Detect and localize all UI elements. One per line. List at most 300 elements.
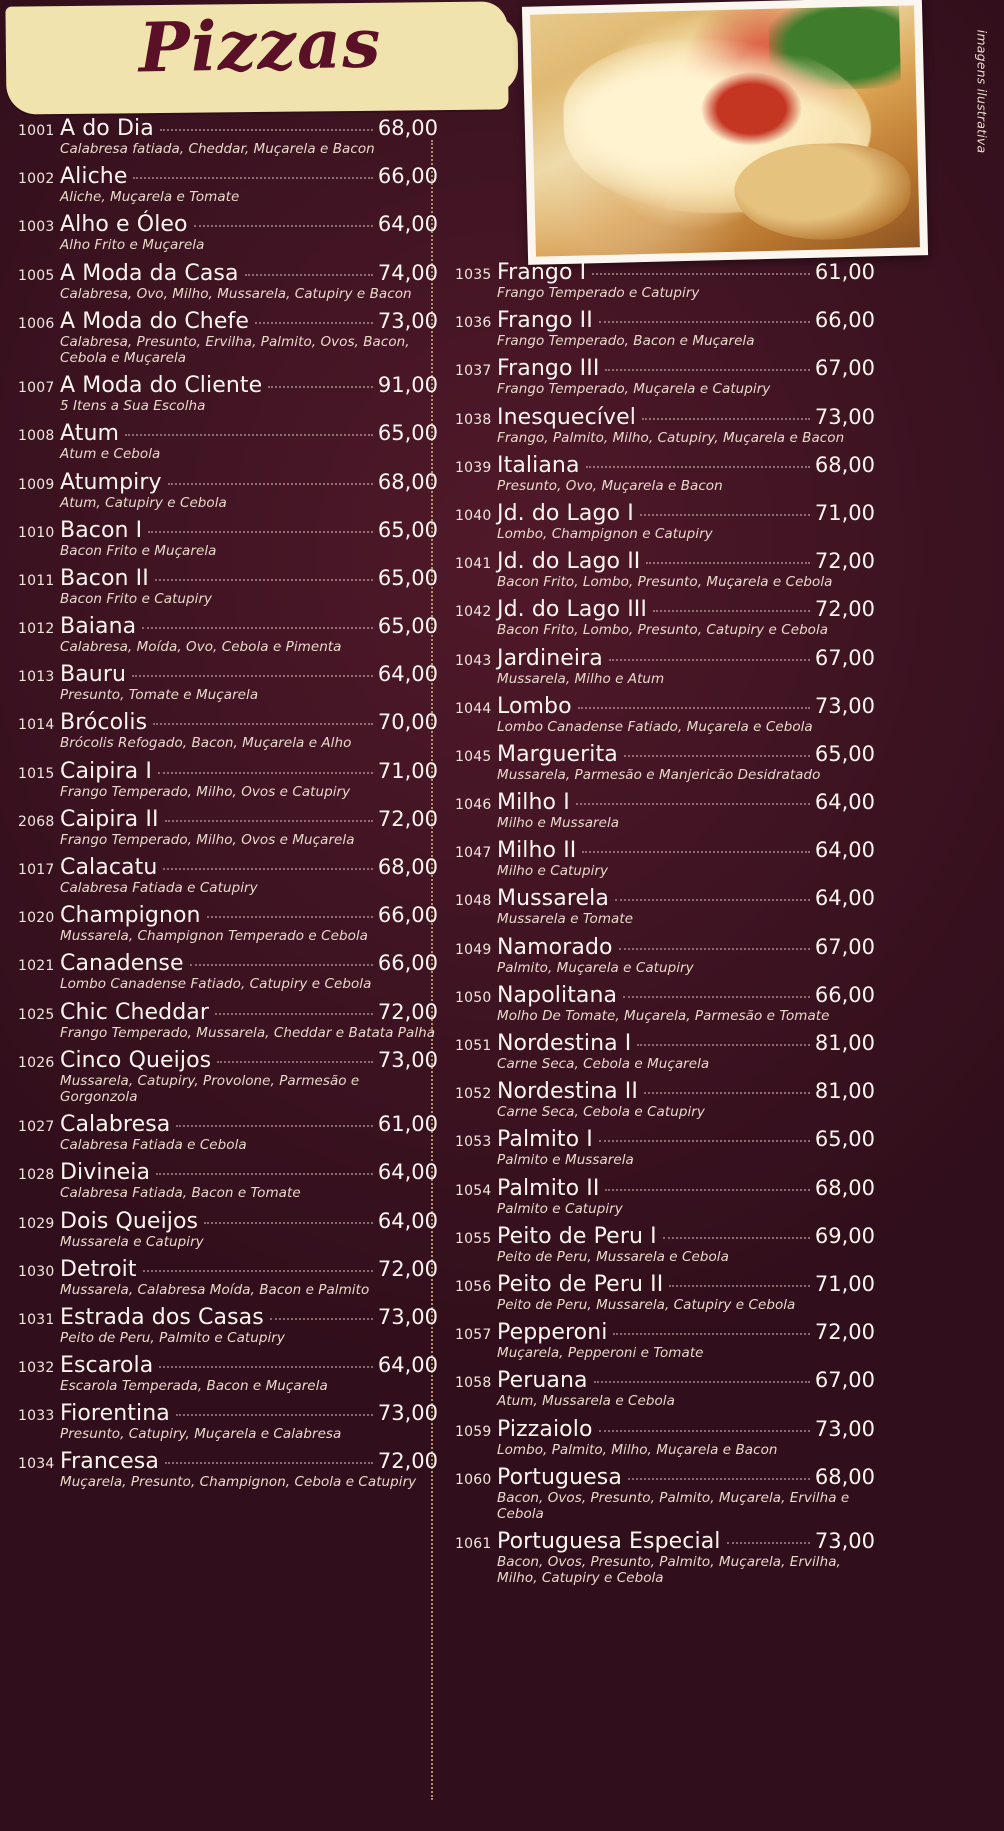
menu-item-description: Mussarela e Tomate bbox=[497, 911, 634, 928]
menu-item-code: 1015 bbox=[18, 765, 55, 782]
menu-item-description: Frango Temperado, Milho, Ovos e Catupiry bbox=[60, 783, 351, 800]
menu-item-description: Atum, Mussarela e Cebola bbox=[497, 1393, 675, 1410]
menu-item-line bbox=[18, 1449, 438, 1474]
menu-item-name: Bacon I bbox=[60, 517, 143, 543]
menu-item-price: 64,00 bbox=[377, 662, 438, 687]
menu-item-line bbox=[455, 453, 875, 478]
menu-item-name: Napolitana bbox=[497, 982, 618, 1008]
menu-item-name: Inesquecível bbox=[497, 404, 636, 430]
photo-frame bbox=[522, 0, 928, 265]
menu-item-name: Escarola bbox=[60, 1353, 154, 1379]
menu-item-code: 1058 bbox=[455, 1375, 492, 1392]
menu-item-code: 1049 bbox=[455, 941, 492, 958]
menu-item-line bbox=[455, 838, 875, 863]
menu-item-code: 1034 bbox=[18, 1456, 55, 1473]
menu-item-code: 1003 bbox=[18, 219, 55, 236]
menu-item bbox=[455, 1031, 875, 1072]
menu-item-price: 73,00 bbox=[814, 1416, 875, 1441]
menu-item-line bbox=[455, 935, 875, 960]
menu-item-name: Marguerita bbox=[497, 741, 618, 767]
menu-item-code: 1017 bbox=[18, 862, 55, 878]
leader-dots bbox=[204, 1222, 373, 1224]
menu-item-description: Lombo, Palmito, Milho, Muçarela e Bacon bbox=[497, 1441, 778, 1458]
menu-item-code: 1045 bbox=[455, 748, 492, 765]
leader-dots bbox=[165, 1462, 373, 1464]
menu-item-price: 72,00 bbox=[377, 1449, 438, 1474]
menu-item-line bbox=[18, 1000, 438, 1025]
photo-crust bbox=[733, 141, 912, 242]
menu-item-name: Caipira I bbox=[60, 758, 152, 784]
menu-item-description: Bacon, Ovos, Presunto, Palmito, Muçarela, Ervilha e Cebola bbox=[497, 1489, 850, 1522]
menu-item-price: 71,00 bbox=[377, 758, 438, 783]
menu-item-description: Atum e Cebola bbox=[60, 446, 161, 463]
menu-item-line bbox=[18, 807, 438, 832]
menu-item-price: 72,00 bbox=[377, 1256, 438, 1281]
menu-item-name: Milho II bbox=[497, 838, 577, 864]
menu-item-line bbox=[18, 903, 438, 928]
menu-item-name: A do Dia bbox=[60, 116, 154, 141]
menu-item-price: 72,00 bbox=[377, 999, 438, 1024]
menu-item-line bbox=[18, 1160, 438, 1185]
menu-item-price: 64,00 bbox=[814, 886, 875, 911]
menu-item bbox=[18, 903, 438, 944]
menu-item-code: 1011 bbox=[18, 572, 55, 589]
menu-item-description: Bacon, Ovos, Presunto, Palmito, Muçarela, Ervilha, Milho, Catupiry e Cebola bbox=[497, 1554, 841, 1587]
menu-column-right bbox=[455, 260, 875, 1593]
menu-item-code: 1009 bbox=[18, 476, 55, 493]
menu-item bbox=[18, 1305, 438, 1346]
menu-item-code: 1025 bbox=[18, 1006, 55, 1023]
menu-item-line bbox=[455, 1272, 875, 1297]
menu-item-price: 64,00 bbox=[377, 1208, 438, 1233]
menu-item-name: Calacatu bbox=[60, 855, 158, 880]
menu-item bbox=[455, 1368, 875, 1409]
menu-item-name: Mussarela bbox=[497, 886, 609, 912]
menu-item-name: Peruana bbox=[497, 1368, 588, 1394]
menu-item-price: 61,00 bbox=[814, 260, 875, 284]
leader-dots bbox=[609, 659, 810, 661]
leader-dots bbox=[156, 1173, 373, 1175]
menu-item bbox=[18, 1048, 438, 1105]
menu-item-code: 1029 bbox=[18, 1215, 55, 1232]
menu-item-price: 64,00 bbox=[377, 1353, 438, 1378]
menu-item-description: Presunto, Ovo, Muçarela e Bacon bbox=[497, 477, 723, 494]
leader-dots bbox=[637, 1044, 809, 1046]
menu-item-line bbox=[455, 1320, 875, 1345]
menu-item-description: Muçarela, Pepperoni e Tomate bbox=[497, 1345, 704, 1362]
menu-item-line bbox=[18, 1209, 438, 1234]
menu-item bbox=[18, 261, 438, 302]
menu-item-line bbox=[18, 1257, 438, 1282]
menu-item-price: 73,00 bbox=[814, 1529, 875, 1554]
menu-item-code: 1026 bbox=[18, 1054, 55, 1071]
menu-item-line bbox=[455, 983, 875, 1008]
menu-item-line bbox=[455, 1031, 875, 1056]
menu-item-code: 1027 bbox=[18, 1119, 55, 1136]
menu-item bbox=[18, 1353, 438, 1394]
leader-dots bbox=[599, 1430, 810, 1432]
menu-item-price: 68,00 bbox=[377, 116, 438, 140]
menu-item-line bbox=[455, 405, 875, 430]
menu-item-name: Namorado bbox=[497, 934, 613, 960]
menu-item-description: Presunto, Tomate e Muçarela bbox=[60, 687, 259, 704]
menu-item-line bbox=[18, 1401, 438, 1426]
menu-item-name: Portuguesa Especial bbox=[497, 1529, 721, 1555]
menu-item-price: 67,00 bbox=[814, 356, 875, 381]
menu-item-line bbox=[18, 421, 438, 446]
leader-dots bbox=[215, 1013, 373, 1015]
leader-dots bbox=[624, 755, 810, 757]
menu-item-line bbox=[455, 1127, 875, 1152]
menu-item bbox=[18, 518, 438, 559]
menu-item bbox=[18, 1160, 438, 1201]
menu-item-description: Peito de Peru, Mussarela, Catupiry e Cebola bbox=[497, 1296, 796, 1313]
menu-item-price: 66,00 bbox=[377, 164, 438, 189]
leader-dots bbox=[270, 1318, 373, 1320]
menu-item-name: Bauru bbox=[60, 662, 127, 688]
menu-item bbox=[18, 373, 438, 414]
leader-dots bbox=[160, 129, 373, 131]
leader-dots bbox=[217, 1061, 373, 1063]
leader-dots bbox=[194, 225, 373, 227]
leader-dots bbox=[582, 851, 809, 853]
leader-dots bbox=[165, 820, 373, 822]
menu-item-line bbox=[18, 164, 438, 189]
menu-item bbox=[455, 983, 875, 1024]
menu-item-description: Lombo, Champignon e Catupiry bbox=[497, 525, 713, 542]
menu-item-name: Dois Queijos bbox=[60, 1208, 199, 1234]
page-title: Pizzas bbox=[137, 3, 383, 89]
menu-item-description: Bacon Frito e Muçarela bbox=[60, 542, 217, 559]
menu-item-description: Palmito e Mussarela bbox=[497, 1152, 634, 1169]
leader-dots bbox=[605, 1189, 809, 1191]
menu-item-price: 64,00 bbox=[814, 790, 875, 815]
menu-item bbox=[455, 694, 875, 735]
menu-item-price: 72,00 bbox=[814, 549, 875, 574]
menu-item-description: Milho e Mussarela bbox=[497, 815, 620, 832]
menu-item bbox=[455, 742, 875, 783]
menu-item-price: 61,00 bbox=[377, 1112, 438, 1137]
menu-item-price: 65,00 bbox=[814, 1127, 875, 1152]
leader-dots bbox=[578, 707, 810, 709]
menu-item-description: Calabresa Fatiada, Bacon e Tomate bbox=[60, 1185, 301, 1202]
menu-item-name: Cinco Queijos bbox=[60, 1047, 212, 1073]
leader-dots bbox=[176, 1125, 373, 1127]
menu-item-name: Milho I bbox=[497, 790, 570, 816]
menu-item-code: 1006 bbox=[18, 315, 55, 332]
menu-header bbox=[0, 0, 520, 120]
menu-item-line bbox=[455, 356, 875, 381]
menu-item-name: Alho e Óleo bbox=[60, 212, 188, 238]
leader-dots bbox=[613, 1333, 809, 1335]
menu-item bbox=[18, 309, 438, 366]
menu-item-name: Italiana bbox=[497, 452, 580, 478]
menu-item-description: Bacon Frito, Lombo, Presunto, Catupiry e Cebola bbox=[497, 622, 829, 639]
menu-item-price: 67,00 bbox=[814, 1368, 875, 1393]
menu-item-line bbox=[18, 1353, 438, 1378]
menu-item-code: 1047 bbox=[455, 845, 492, 862]
menu-item-code: 1052 bbox=[455, 1086, 492, 1103]
menu-item-price: 66,00 bbox=[377, 903, 438, 928]
menu-item-code: 1048 bbox=[455, 893, 492, 910]
menu-item-code: 1054 bbox=[455, 1182, 492, 1199]
menu-item-description: Frango Temperado, Muçarela e Catupiry bbox=[497, 381, 771, 398]
menu-item-description: 5 Itens a Sua Escolha bbox=[60, 398, 206, 415]
leader-dots bbox=[207, 916, 373, 918]
menu-item-code: 1039 bbox=[455, 459, 492, 476]
menu-item-line bbox=[18, 614, 438, 639]
menu-item-code: 1021 bbox=[18, 958, 55, 975]
menu-item-code: 1001 bbox=[18, 123, 55, 139]
menu-item-line bbox=[455, 790, 875, 815]
menu-item-code: 1053 bbox=[455, 1134, 492, 1151]
menu-item-code: 1057 bbox=[455, 1327, 492, 1344]
menu-item-name: Jd. do Lago I bbox=[497, 500, 634, 526]
menu-item-line bbox=[18, 710, 438, 735]
leader-dots bbox=[159, 1366, 373, 1368]
menu-item-name: Bacon II bbox=[60, 565, 149, 591]
menu-item-price: 91,00 bbox=[377, 373, 438, 398]
menu-item-name: Detroit bbox=[60, 1256, 137, 1282]
leader-dots bbox=[153, 723, 373, 725]
leader-dots bbox=[615, 899, 810, 901]
menu-item-line bbox=[455, 1465, 875, 1490]
menu-item-code: 1059 bbox=[455, 1423, 492, 1440]
menu-item-line bbox=[455, 501, 875, 526]
menu-item-line bbox=[18, 951, 438, 976]
menu-item-description: Brócolis Refogado, Bacon, Muçarela e Alho bbox=[60, 735, 352, 752]
menu-item bbox=[455, 1465, 875, 1522]
leader-dots bbox=[599, 1140, 810, 1142]
menu-item-description: Mussarela, Milho e Atum bbox=[497, 670, 665, 687]
menu-item bbox=[18, 1112, 438, 1153]
leader-dots bbox=[586, 466, 810, 468]
menu-item bbox=[455, 1272, 875, 1313]
leader-dots bbox=[576, 803, 810, 805]
menu-item bbox=[455, 935, 875, 976]
menu-item bbox=[455, 790, 875, 831]
menu-item-description: Calabresa, Moída, Ovo, Cebola e Pimenta bbox=[60, 639, 342, 656]
menu-item-name: Francesa bbox=[60, 1449, 159, 1475]
menu-item-line bbox=[18, 1048, 438, 1073]
menu-item-name: Frango I bbox=[497, 260, 587, 285]
menu-item-description: Calabresa, Ovo, Milho, Mussarela, Catupiry e Bacon bbox=[60, 285, 412, 302]
menu-item-code: 1007 bbox=[18, 380, 55, 397]
menu-item bbox=[18, 759, 438, 800]
menu-item-line bbox=[455, 597, 875, 622]
menu-item-price: 72,00 bbox=[377, 806, 438, 831]
menu-item bbox=[18, 1209, 438, 1250]
menu-item-name: Jardineira bbox=[497, 645, 603, 671]
menu-item-description: Carne Seca, Cebola e Catupiry bbox=[497, 1104, 705, 1121]
menu-item-name: Champignon bbox=[60, 903, 201, 929]
leader-dots bbox=[268, 386, 373, 388]
menu-item bbox=[18, 614, 438, 655]
leader-dots bbox=[133, 177, 372, 179]
menu-item-code: 1043 bbox=[455, 652, 492, 669]
menu-item bbox=[18, 710, 438, 751]
leader-dots bbox=[623, 996, 810, 998]
menu-item-line bbox=[455, 260, 875, 285]
menu-item-price: 68,00 bbox=[814, 1175, 875, 1200]
menu-item bbox=[18, 807, 438, 848]
menu-item-description: Mussarela e Catupiry bbox=[60, 1233, 204, 1250]
menu-item-line bbox=[18, 759, 438, 784]
menu-item-price: 73,00 bbox=[814, 404, 875, 429]
menu-item-description: Mussarela, Parmesão e Manjericão Desidratado bbox=[497, 766, 821, 783]
menu-item-name: Brócolis bbox=[60, 710, 148, 736]
leader-dots bbox=[642, 418, 810, 420]
menu-item bbox=[455, 886, 875, 927]
menu-item-code: 1056 bbox=[455, 1278, 492, 1295]
menu-item-code: 1030 bbox=[18, 1263, 55, 1280]
menu-item-description: Frango Temperado, Bacon e Muçarela bbox=[497, 333, 755, 350]
menu-item bbox=[455, 356, 875, 397]
menu-item-description: Escarola Temperada, Bacon e Muçarela bbox=[60, 1378, 328, 1395]
menu-item-name: Estrada dos Casas bbox=[60, 1304, 264, 1330]
menu-item bbox=[455, 453, 875, 494]
leader-dots bbox=[142, 627, 373, 629]
menu-item bbox=[455, 646, 875, 687]
menu-item-code: 1051 bbox=[455, 1038, 492, 1054]
menu-item bbox=[455, 501, 875, 542]
menu-item-code: 1042 bbox=[455, 604, 492, 621]
menu-item bbox=[18, 662, 438, 703]
menu-item-code: 1031 bbox=[18, 1311, 55, 1328]
menu-item-description: Lombo Canadense Fatiado, Catupiry e Cebola bbox=[60, 976, 372, 993]
menu-item-price: 65,00 bbox=[377, 614, 438, 639]
menu-item-line bbox=[18, 855, 438, 880]
menu-item-code: 1036 bbox=[455, 315, 492, 332]
menu-item-description: Palmito e Catupiry bbox=[497, 1200, 623, 1217]
menu-item-code: 2068 bbox=[18, 813, 55, 830]
menu-item-price: 73,00 bbox=[377, 1304, 438, 1329]
menu-item-price: 64,00 bbox=[377, 212, 438, 237]
menu-item-line bbox=[455, 1079, 875, 1104]
menu-item-name: Jd. do Lago II bbox=[497, 549, 641, 575]
menu-item-name: Palmito I bbox=[497, 1127, 593, 1153]
menu-item-code: 1032 bbox=[18, 1360, 55, 1377]
menu-item-code: 1046 bbox=[455, 797, 492, 814]
menu-item-code: 1012 bbox=[18, 621, 55, 638]
leader-dots bbox=[592, 273, 810, 275]
menu-item bbox=[455, 1417, 875, 1458]
menu-item bbox=[18, 1000, 438, 1041]
menu-item-name: Portuguesa bbox=[497, 1464, 622, 1490]
menu-item-description: Peito de Peru, Palmito e Catupiry bbox=[60, 1329, 285, 1346]
leader-dots bbox=[155, 579, 373, 581]
menu-item-name: Frango III bbox=[497, 356, 600, 382]
menu-item-code: 1010 bbox=[18, 524, 55, 541]
menu-item bbox=[455, 260, 875, 301]
menu-item-line bbox=[18, 518, 438, 543]
menu-item-description: Frango Temperado, Mussarela, Cheddar e Batata Palha bbox=[60, 1024, 436, 1041]
menu-item-name: A Moda do Chefe bbox=[60, 308, 249, 334]
menu-item-description: Calabresa Fatiada e Catupiry bbox=[60, 880, 258, 896]
menu-item-name: Atumpiry bbox=[60, 469, 162, 495]
menu-item-price: 66,00 bbox=[814, 308, 875, 333]
menu-item-description: Mussarela, Champignon Temperado e Cebola bbox=[60, 928, 368, 945]
leader-dots bbox=[605, 369, 809, 371]
menu-item bbox=[18, 951, 438, 992]
menu-item-price: 70,00 bbox=[377, 710, 438, 735]
menu-item-line bbox=[455, 1417, 875, 1442]
menu-item bbox=[18, 116, 438, 157]
menu-item-price: 74,00 bbox=[377, 260, 438, 285]
menu-item-code: 1002 bbox=[18, 171, 55, 188]
menu-item bbox=[18, 855, 438, 896]
leader-dots bbox=[653, 610, 810, 612]
leader-dots bbox=[663, 1237, 810, 1239]
menu-item-description: Frango Temperado, Milho, Ovos e Muçarela bbox=[60, 831, 355, 848]
menu-item bbox=[455, 1320, 875, 1361]
menu-item-line bbox=[18, 470, 438, 495]
menu-item-description: Bacon Frito, Lombo, Presunto, Muçarela e Cebola bbox=[497, 574, 833, 591]
menu-item-line bbox=[455, 308, 875, 333]
menu-item-description: Mussarela, Catupiry, Provolone, Parmesão e Gorgonzola bbox=[60, 1072, 360, 1105]
menu-item-line bbox=[455, 646, 875, 671]
leader-dots bbox=[143, 1270, 373, 1272]
menu-item bbox=[455, 597, 875, 638]
menu-item-code: 1040 bbox=[455, 507, 492, 524]
menu-item bbox=[18, 1257, 438, 1298]
menu-item-price: 65,00 bbox=[377, 421, 438, 446]
leader-dots bbox=[168, 483, 373, 485]
menu-item-price: 68,00 bbox=[377, 469, 438, 494]
pizza-photo bbox=[522, 0, 928, 265]
menu-item-price: 68,00 bbox=[814, 452, 875, 477]
leader-dots bbox=[599, 321, 810, 323]
menu-item-description: Calabresa, Presunto, Ervilha, Palmito, Ovos, Bacon, Cebola e Muçarela bbox=[60, 333, 410, 366]
menu-item bbox=[455, 549, 875, 590]
menu-item-description: Calabresa fatiada, Cheddar, Muçarela e Bacon bbox=[60, 141, 375, 157]
menu-item-name: Nordestina II bbox=[497, 1079, 638, 1105]
menu-item-code: 1041 bbox=[455, 556, 492, 573]
menu-item-description: Mussarela, Calabresa Moída, Bacon e Palmito bbox=[60, 1281, 370, 1298]
menu-item-line bbox=[18, 261, 438, 286]
menu-item-name: Calabresa bbox=[60, 1112, 171, 1138]
menu-item bbox=[18, 566, 438, 607]
leader-dots bbox=[125, 434, 373, 436]
menu-item-price: 72,00 bbox=[814, 597, 875, 622]
menu-item-price: 73,00 bbox=[814, 693, 875, 718]
menu-item-price: 71,00 bbox=[814, 500, 875, 525]
menu-item-description: Alho Frito e Muçarela bbox=[60, 237, 205, 254]
menu-item bbox=[18, 1401, 438, 1442]
menu-item-price: 65,00 bbox=[814, 741, 875, 766]
menu-item bbox=[455, 1079, 875, 1120]
leader-dots bbox=[245, 274, 373, 276]
leader-dots bbox=[594, 1381, 810, 1383]
menu-item-description: Lombo Canadense Fatiado, Muçarela e Cebola bbox=[497, 718, 813, 735]
photo-image bbox=[530, 5, 920, 256]
menu-item-name: Palmito II bbox=[497, 1175, 600, 1201]
leader-dots bbox=[644, 1092, 810, 1094]
menu-item-price: 81,00 bbox=[814, 1079, 875, 1104]
menu-item-code: 1005 bbox=[18, 267, 55, 284]
menu-item-price: 64,00 bbox=[814, 838, 875, 863]
leader-dots bbox=[640, 514, 810, 516]
menu-item-line bbox=[18, 309, 438, 334]
leader-dots bbox=[619, 948, 810, 950]
menu-item bbox=[455, 405, 875, 446]
menu-item-description: Bacon Frito e Catupiry bbox=[60, 590, 213, 607]
menu-item-code: 1013 bbox=[18, 669, 55, 686]
menu-item bbox=[455, 1529, 875, 1586]
menu-item-line bbox=[18, 1112, 438, 1137]
menu-item-name: Aliche bbox=[60, 164, 128, 190]
menu-item-price: 68,00 bbox=[814, 1464, 875, 1489]
